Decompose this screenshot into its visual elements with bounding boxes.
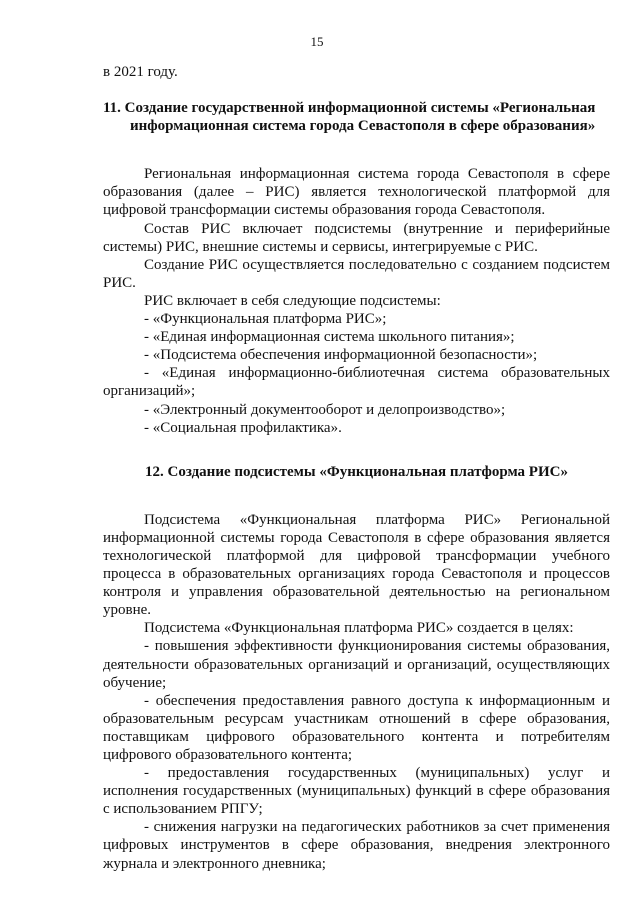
paragraph: РИС включает в себя следующие подсистемы:	[144, 292, 441, 309]
paragraph: Состав РИС включает подсистемы (внутренние и периферийные системы) РИС, внешние системы и сервисы, интегрируемые с РИС.	[103, 220, 610, 255]
list-item: - снижения нагрузки на педагогических работников за счет применения цифровых инструментов в сфере образования, внедрения электронного журнала и электронного дневника;	[103, 819, 610, 872]
paragraph: Подсистема «Функциональная платформа РИС» создается в целях:	[144, 620, 574, 637]
section-11-heading: 11. Создание государственной информационной системы «Региональная информационная система города Севастополя в сфере образования»	[103, 100, 596, 135]
list-item: - предоставления государственных (муниципальных) услуг и исполнения государственных (муниципальных) функций в сфере образования с использованием РПГУ;	[103, 765, 610, 818]
list-item: - «Электронный документооборот и делопроизводство»;	[144, 401, 506, 418]
continuation-line: в 2021 году.	[103, 64, 178, 80]
list-item: - «Подсистема обеспечения информационной безопасности»;	[144, 347, 538, 364]
list-item: - «Социальная профилактика».	[144, 419, 342, 436]
list-item: - обеспечения предоставления равного доступа к информационным и образовательным ресурсам участникам отношений в сфере образования, поставщикам цифрового образовательного контента и потребителям цифрового образовательного контента;	[103, 692, 610, 763]
list-item: - «Функциональная платформа РИС»;	[144, 311, 387, 328]
list-item: - «Единая информационная система школьного питания»;	[144, 329, 515, 346]
list-item: - повышения эффективности функционирования системы образования, деятельности образовательных организаций и организаций, осуществляющих обучение;	[103, 638, 610, 691]
section-12-heading: 12. Создание подсистемы «Функциональная платформа РИС»	[145, 463, 568, 480]
list-item: - «Единая информационно-библиотечная система образовательных организаций»;	[103, 365, 610, 400]
paragraph: Региональная информационная система города Севастополя в сфере образования (далее – РИС) является технологической платформой для цифровой трансформации системы образования города Севастополя.	[103, 166, 610, 219]
document-body	[103, 63, 610, 873]
paragraph: Подсистема «Функциональная платформа РИС» Региональной информационной системы города Севастополя в сфере образования является технологической платформой для цифровой трансформации учебного процесса в образовательных организациях города Севастополя и процессов контроля и управления образовательной деятельностью на региональном уровне.	[103, 511, 610, 619]
paragraph: Создание РИС осуществляется последовательно с созданием подсистем РИС.	[103, 256, 610, 291]
page-number: 15	[310, 34, 324, 49]
